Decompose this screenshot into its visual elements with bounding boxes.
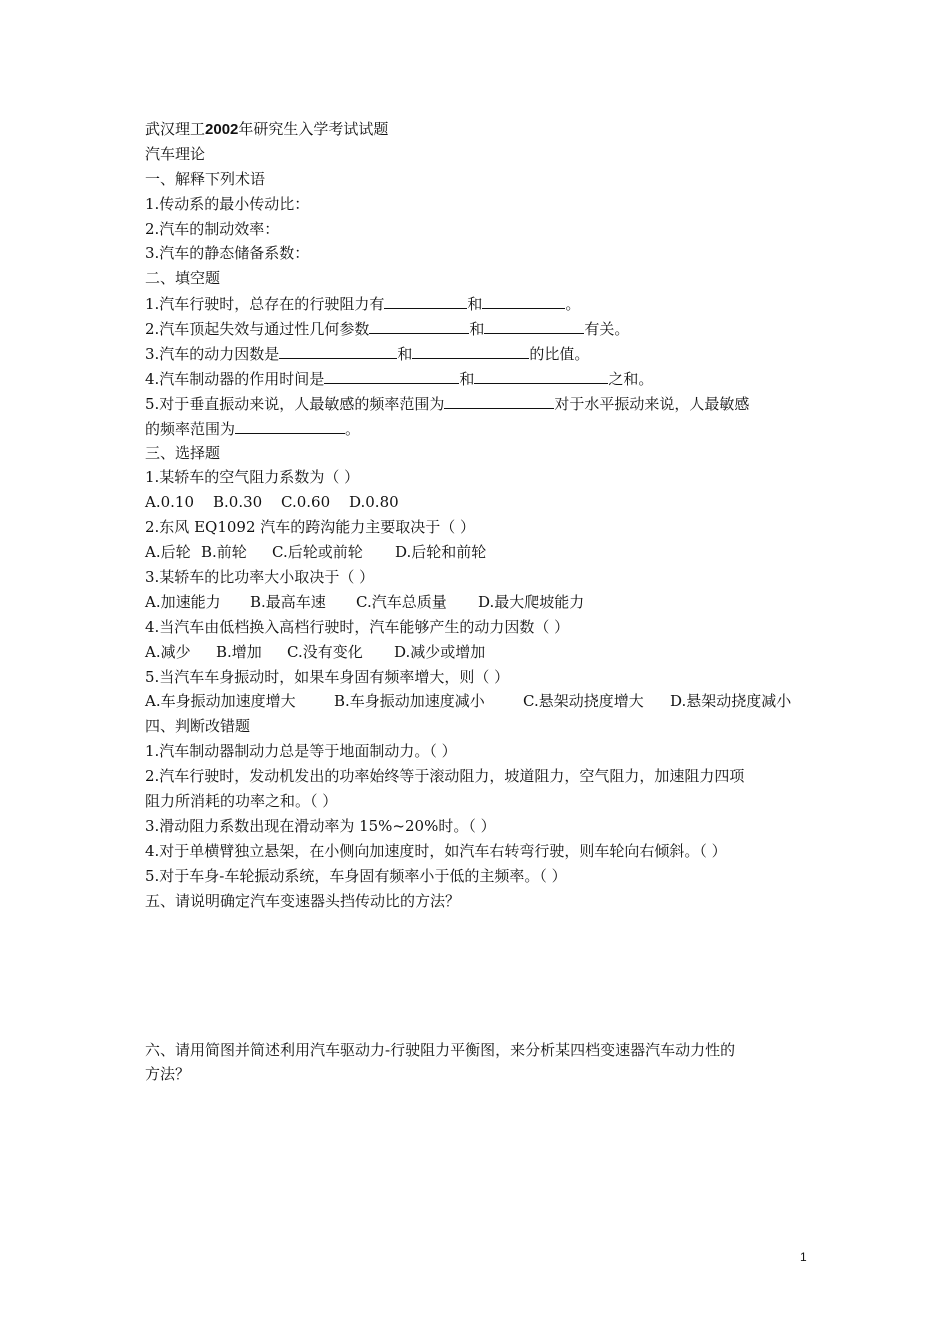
- question-text: 的频率范围为: [145, 419, 236, 438]
- question-text: 。: [565, 295, 581, 314]
- title-suffix: 年研究生入学考试试题: [238, 120, 389, 138]
- answer-blank[interactable]: [412, 341, 529, 359]
- fill-question-3: [145, 341, 810, 366]
- judge-question-4: 4.对于单横臂独立悬架，在小侧向加速度时，如汽车右转弯行驶，则车轮向右倾斜。（ ）: [145, 841, 727, 860]
- answer-blank[interactable]: [324, 366, 459, 384]
- question-text: 和: [397, 345, 413, 364]
- choice-option[interactable]: A.后轮: [145, 543, 191, 562]
- fill-question-5-cont: [145, 416, 810, 441]
- answer-blank[interactable]: [484, 316, 584, 334]
- choice-option[interactable]: A.0.10: [145, 493, 194, 512]
- choice-option[interactable]: B.增加: [216, 642, 262, 661]
- section-6-heading: 六、请用简图并简述利用汽车驱动力-行驶阻力平衡图，来分析某四档变速器汽车动力性的: [145, 1040, 736, 1059]
- choice-option[interactable]: D.悬架动挠度减小: [670, 692, 792, 711]
- term-item: 3.汽车的静态储备系数：: [145, 244, 310, 263]
- choice-option[interactable]: B.前轮: [201, 543, 247, 562]
- exam-title: [145, 117, 810, 142]
- answer-blank[interactable]: [444, 391, 554, 409]
- choice-option[interactable]: C.没有变化: [287, 642, 363, 661]
- choice-option[interactable]: D.0.80: [349, 493, 399, 512]
- question-text: 有关。: [584, 320, 630, 339]
- question-text: 和: [467, 295, 483, 314]
- choice-option[interactable]: C.悬架动挠度增大: [523, 692, 644, 711]
- title-year: 2002: [205, 121, 239, 138]
- exam-content: [145, 117, 810, 1087]
- answer-blank[interactable]: [384, 291, 467, 309]
- section-5-heading: 五、请说明确定汽车变速器头挡传动比的方法？: [145, 891, 461, 910]
- title-prefix: 武汉理工: [145, 120, 206, 138]
- answer-blank[interactable]: [474, 366, 608, 384]
- section-2-heading: 二、填空题: [145, 269, 221, 288]
- answer-blank[interactable]: [235, 416, 345, 434]
- question-text: 和: [459, 369, 475, 388]
- section-1-heading: 一、解释下列术语: [145, 169, 266, 188]
- choice-option[interactable]: B.最高车速: [250, 592, 326, 611]
- section-3-heading: 三、选择题: [145, 443, 221, 462]
- choice-options: [145, 640, 810, 665]
- choice-option[interactable]: C.汽车总质量: [356, 592, 447, 611]
- fill-question-1: [145, 291, 810, 316]
- judge-question-3: 3.滑动阻力系数出现在滑动率为 15%~20%时。（ ）: [145, 816, 496, 835]
- question-text: 。: [345, 419, 361, 438]
- page-number: 1: [800, 1250, 807, 1264]
- choice-option[interactable]: D.后轮和前轮: [395, 543, 487, 562]
- fill-question-5: [145, 391, 810, 416]
- question-text: 3.汽车的动力因数是: [145, 345, 280, 364]
- section-6-heading-cont: 方法？: [145, 1065, 191, 1084]
- answer-space[interactable]: [145, 914, 810, 1038]
- question-text: 对于水平振动来说，人最敏感: [554, 394, 750, 413]
- judge-question-1: 1.汽车制动器制动力总是等于地面制动力。（ ）: [145, 742, 457, 761]
- choice-question-1: 1.某轿车的空气阻力系数为（ ）: [145, 468, 360, 487]
- choice-option[interactable]: A.减少: [145, 642, 191, 661]
- choice-question-2: 2.东风 EQ1092 汽车的跨沟能力主要取决于（ ）: [145, 518, 476, 537]
- choice-options: [145, 490, 810, 515]
- answer-blank[interactable]: [369, 316, 469, 334]
- question-text: 4.汽车制动器的作用时间是: [145, 369, 325, 388]
- question-text: 的比值。: [529, 345, 590, 364]
- choice-option[interactable]: C.0.60: [281, 493, 331, 512]
- choice-option[interactable]: C.后轮或前轮: [272, 543, 363, 562]
- choice-question-5: 5.当汽车车身振动时，如果车身固有频率增大，则（ ）: [145, 667, 510, 686]
- answer-blank[interactable]: [279, 341, 397, 359]
- question-text: 和: [469, 320, 485, 339]
- question-text: 之和。: [608, 369, 654, 388]
- choice-option[interactable]: A.车身振动加速度增大: [145, 692, 296, 711]
- answer-blank[interactable]: [482, 291, 565, 309]
- choice-option[interactable]: B.0.30: [213, 493, 263, 512]
- term-item: 2.汽车的制动效率：: [145, 219, 280, 238]
- subject-title: 汽车理论: [145, 144, 206, 163]
- choice-question-4: 4.当汽车由低档换入高档行驶时，汽车能够产生的动力因数（ ）: [145, 617, 570, 636]
- choice-option[interactable]: A.加速能力: [145, 592, 221, 611]
- choice-question-3: 3.某轿车的比功率大小取决于（ ）: [145, 568, 375, 587]
- question-text: 2.汽车顶起失效与通过性几何参数: [145, 320, 370, 339]
- question-text: 1.汽车行驶时，总存在的行驶阻力有: [145, 295, 385, 314]
- question-text: 5.对于垂直振动来说，人最敏感的频率范围为: [145, 394, 445, 413]
- fill-question-4: [145, 366, 810, 391]
- choice-options: [145, 540, 810, 565]
- judge-question-2-cont: 阻力所消耗的功率之和。（ ）: [145, 792, 338, 811]
- choice-option[interactable]: D.最大爬坡能力: [478, 592, 585, 611]
- judge-question-5: 5.对于车身-车轮振动系统，车身固有频率小于低的主频率。（ ）: [145, 866, 567, 885]
- fill-question-2: [145, 316, 810, 341]
- judge-question-2: 2.汽车行驶时，发动机发出的功率始终等于滚动阻力，坡道阻力，空气阻力，加速阻力四项: [145, 767, 745, 786]
- section-4-heading: 四、判断改错题: [145, 717, 251, 736]
- choice-option[interactable]: D.减少或增加: [394, 642, 486, 661]
- choice-options: [145, 590, 810, 615]
- term-item: 1.传动系的最小传动比：: [145, 194, 310, 213]
- choice-option[interactable]: B.车身振动加速度减小: [334, 692, 485, 711]
- choice-options: [145, 689, 810, 714]
